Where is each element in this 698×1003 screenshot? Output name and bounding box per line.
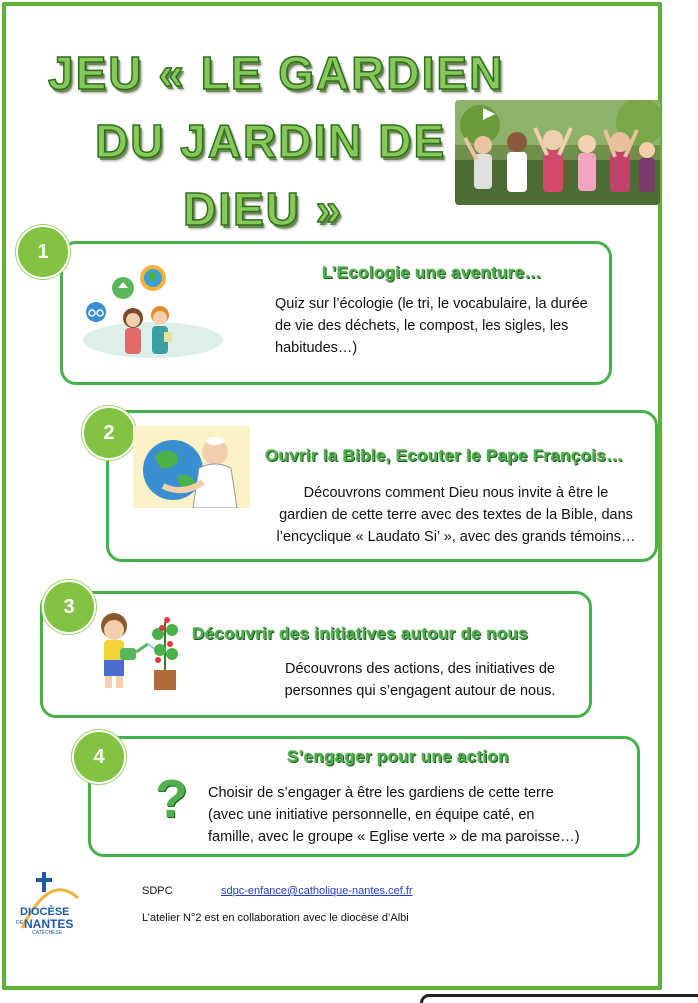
card-3-title: Découvrir des initiatives autour de nous [192, 624, 529, 643]
card-3-text [255, 658, 585, 702]
card-1-title: L’Ecologie une aventure… [322, 263, 542, 282]
step-badge-4: 4 [72, 730, 126, 784]
card-4-line-2: (avec une initiative personnelle, en équipe caté, en [208, 807, 535, 823]
card-1-line-3: habitudes…) [275, 340, 358, 356]
card-1-line-2: de vie des déchets, le compost, les sigles, les [275, 318, 569, 334]
step-badge-3: 3 [42, 580, 96, 634]
page-title-line-3: DIEU » [183, 183, 344, 235]
children-photo [455, 100, 660, 205]
card-4-line-3: famille, avec le groupe « Eglise verte » de ma paroisse…) [208, 829, 580, 845]
card-4-title: S’engager pour une action [287, 747, 509, 766]
card-4-text [208, 782, 580, 848]
card-3-line-2: personnes qui s’engagent autour de nous. [284, 683, 556, 699]
card-1-text [275, 293, 588, 359]
diocese-logo [14, 868, 86, 940]
card-3-line-1: Découvrons des actions, des initiatives de [284, 661, 555, 677]
card-2-text [256, 482, 656, 548]
logo-text-line-2: NANTES [24, 917, 74, 931]
footer-email-link[interactable]: sdpc-enfance@catholique-nantes.cef.fr [221, 885, 413, 897]
page-title-line-1: JEU « LE GARDIEN [48, 47, 505, 99]
step-badge-1: 1 [16, 225, 70, 279]
card-2-line-2: gardien de cette terre avec des textes de la Bible, dans [279, 507, 633, 523]
logo-text-prefix: DE [16, 920, 23, 926]
card-1-line-1: Quiz sur l’écologie (le tri, le vocabulaire, la durée [275, 296, 588, 312]
ecology-kids-illustration [78, 260, 228, 360]
logo-text-line-1: DIOCÈSE [20, 906, 70, 918]
question-mark-icon: ? [155, 769, 188, 829]
page-corner-decoration [420, 994, 698, 1003]
page-title-line-2: DU JARDIN DE [95, 115, 447, 167]
step-badge-2: 2 [82, 406, 136, 460]
card-4-line-1: Choisir de s’engager à être les gardiens de cette terre [208, 785, 554, 801]
card-2-line-1: Découvrons comment Dieu nous invite à être le [303, 485, 609, 501]
watering-kid-illustration [92, 604, 184, 696]
logo-text-sub: CATÉCHÈSE [32, 930, 63, 936]
footer-org: SDPC [142, 885, 173, 897]
card-2-line-3: l’encyclique « Laudato Si’ », avec des grands témoins… [276, 529, 636, 545]
footer-note: L’atelier N°2 est en collaboration avec le diocèse d’Albi [142, 912, 409, 924]
card-2-title: Ouvrir la Bible, Ecouter le Pape François… [265, 446, 624, 465]
pope-earth-illustration [133, 426, 250, 508]
